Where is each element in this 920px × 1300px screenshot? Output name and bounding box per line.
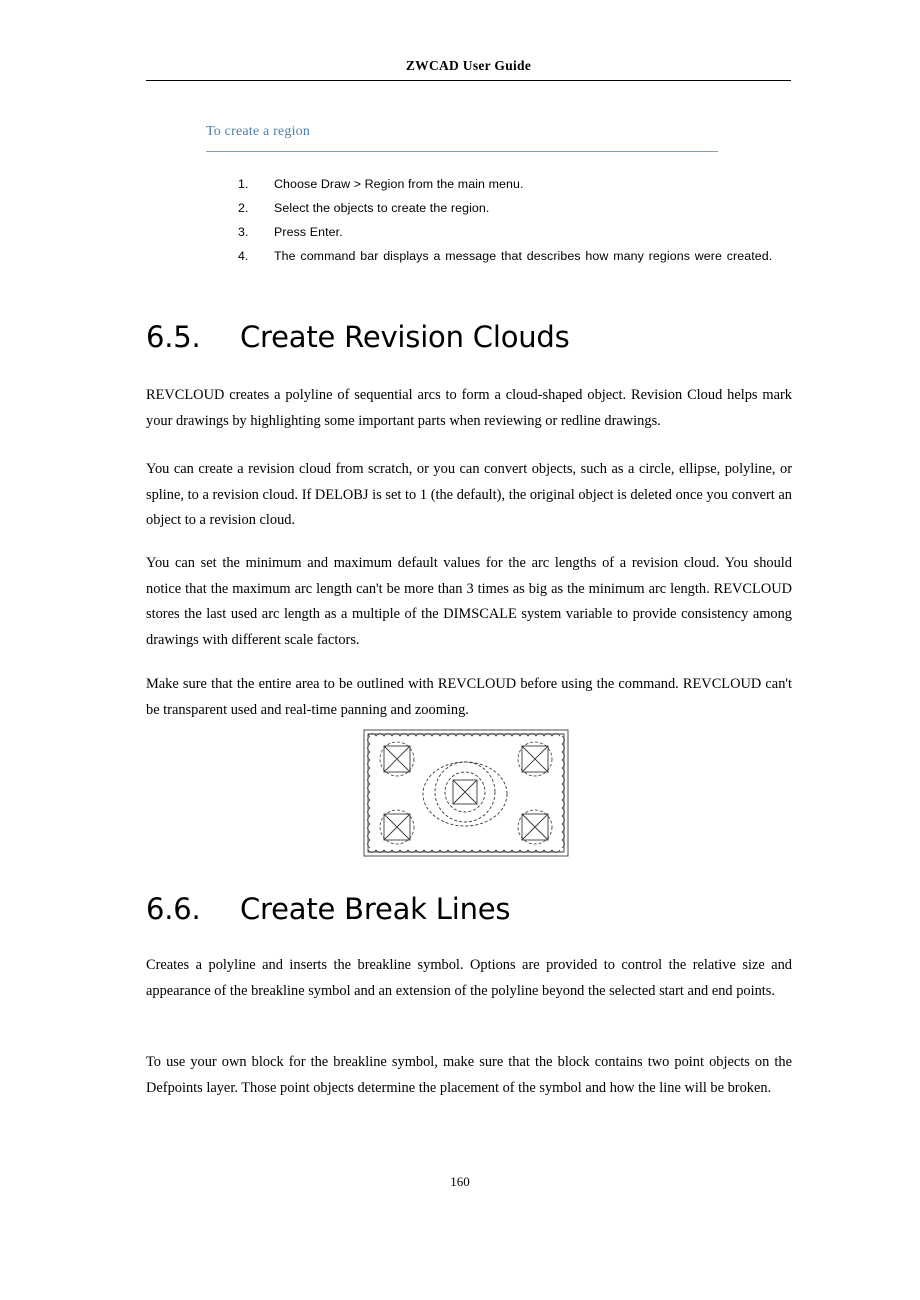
subheading-to-create-a-region: To create a region	[206, 124, 311, 139]
paragraph: Make sure that the entire area to be outlined with REVCLOUD before using the command. REVCLOUD can't be transparent used and real-time panning and zooming.	[146, 676, 792, 718]
section-number: 6.6.	[146, 892, 201, 926]
section-title: Create Break Lines	[240, 892, 511, 926]
page-number: 160	[450, 1174, 470, 1189]
page-header-title: ZWCAD User Guide	[405, 58, 532, 73]
list-item-text: Choose Draw > Region from the main menu.	[274, 177, 524, 191]
paragraph: Creates a polyline and inserts the breakline symbol. Options are provided to control the relative size and appearance of the breakline symbol and an extension of the polyline beyond the selected start and end points.	[146, 957, 792, 999]
list-item-text: The command bar displays a message that describes how many regions were created.	[274, 249, 773, 263]
list-item-number: 4.	[238, 249, 249, 263]
list-item-number: 3.	[238, 225, 249, 239]
paragraph: You can create a revision cloud from scratch, or you can convert objects, such as a circle, ellipse, polyline, or spline, to a revision cloud. If DELOBJ is set to 1 (the default), the original object is deleted once you convert an object to a revision cloud.	[146, 461, 792, 529]
list-item	[238, 244, 794, 269]
list-item-number: 2.	[238, 201, 249, 215]
section-heading-6-5	[146, 320, 570, 354]
section-number: 6.5.	[146, 320, 201, 354]
section-heading-6-6	[146, 892, 510, 926]
list-item	[238, 220, 794, 244]
paragraph: You can set the minimum and maximum default values for the arc lengths of a revision cloud. You should notice that the maximum arc length can't be more than 3 times as big as the minimum arc length. REVCLOUD stores the last used arc length as a multiple of the DIMSCALE system variable to provide consistency among drawings with different scale factors.	[146, 555, 792, 648]
subheading-divider	[206, 151, 718, 152]
header-divider	[146, 80, 791, 81]
paragraph: REVCLOUD creates a polyline of sequential arcs to form a cloud-shaped object. Revision Cloud helps mark your drawings by highlighting some important parts when reviewing or redline drawings.	[146, 387, 792, 429]
procedure-steps-list	[238, 172, 794, 269]
section-title: Create Revision Clouds	[240, 320, 570, 354]
list-item-number: 1.	[238, 177, 249, 191]
list-item-text: Press Enter.	[274, 225, 343, 239]
list-item	[238, 172, 794, 196]
paragraph: To use your own block for the breakline symbol, make sure that the block contains two point objects on the Defpoints layer. Those point objects determine the placement of the symbol and how the line will be broken.	[146, 1054, 792, 1096]
revision-cloud-figure	[362, 728, 570, 858]
list-item	[238, 196, 794, 220]
list-item-text: Select the objects to create the region.	[274, 201, 490, 215]
